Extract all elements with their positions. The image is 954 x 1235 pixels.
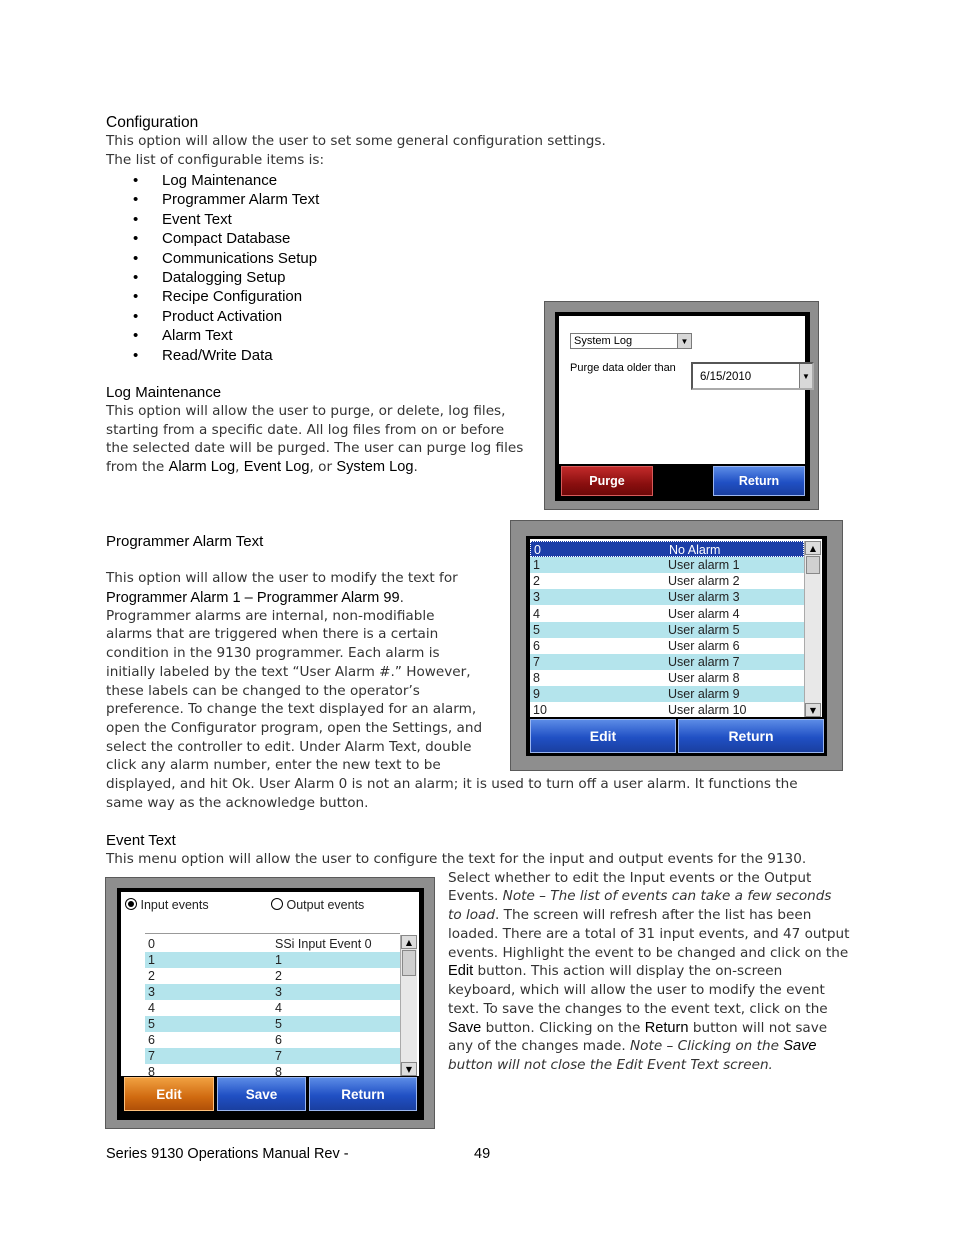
programmer-alarm-line8: preference. To change the text displayed for an alarm, bbox=[106, 701, 477, 717]
return-button[interactable]: Return bbox=[309, 1077, 417, 1111]
event-text-r11: button will not close the Edit Event Text screen. bbox=[448, 1057, 773, 1073]
event-list bbox=[145, 933, 400, 1077]
log-type-dropdown[interactable]: System Log ▼ bbox=[570, 333, 692, 349]
radio-selected-icon bbox=[125, 898, 137, 910]
event-text-r5: events. Highlight the event to be changed and click on the bbox=[448, 945, 849, 961]
programmer-alarm-line6: initially labeled by the text “User Alarm #.” However, bbox=[106, 664, 471, 680]
list-item: • Read/Write Data bbox=[133, 346, 273, 364]
configuration-intro-line2: The list of configurable items is: bbox=[106, 152, 325, 168]
list-item[interactable]: 8 8 bbox=[148, 1065, 282, 1077]
event-text-r2: Events. Note – The list of events can take a few seconds bbox=[448, 888, 832, 904]
list-item[interactable]: 5 5 bbox=[145, 1016, 400, 1032]
event-text-r7: keyboard, which will allow the user to modify the event bbox=[448, 982, 825, 998]
list-item[interactable]: 10 User alarm 10 bbox=[533, 703, 747, 717]
list-item[interactable]: 6 6 bbox=[148, 1033, 282, 1047]
list-item: • Communications Setup bbox=[133, 249, 318, 267]
list-item: • Programmer Alarm Text bbox=[133, 191, 320, 209]
list-item[interactable]: 8 User alarm 8 bbox=[533, 671, 740, 685]
list-item[interactable]: 9 User alarm 9 bbox=[530, 686, 804, 702]
programmer-alarm-line10: select the controller to edit. Under Alarm Text, double bbox=[106, 739, 472, 755]
list-item: • Log Maintenance bbox=[133, 172, 278, 189]
event-text-line1: This menu option will allow the user to configure the text for the input and output events for the 9130. bbox=[106, 851, 807, 867]
programmer-alarm-line12: displayed, and hit Ok. User Alarm 0 is not an alarm; it is used to turn off a user alarm. It functions the bbox=[106, 776, 798, 792]
scroll-down-icon[interactable]: ▼ bbox=[805, 703, 821, 717]
list-item[interactable]: 3 3 bbox=[145, 984, 400, 1000]
list-item[interactable]: 6 User alarm 6 bbox=[533, 639, 740, 653]
alarm-list bbox=[530, 539, 804, 717]
output-events-radio[interactable]: Output events bbox=[271, 898, 364, 912]
list-item[interactable]: 4 User alarm 4 bbox=[533, 607, 740, 621]
event-text-r6: Edit button. This action will display the on-screen bbox=[448, 963, 783, 979]
log-maintenance-line4: from the Alarm Log, Event Log, or System Log. bbox=[106, 459, 418, 475]
edit-button[interactable]: Edit bbox=[530, 719, 676, 753]
event-text-screenshot bbox=[105, 877, 435, 1129]
list-item[interactable]: 5 User alarm 5 bbox=[530, 622, 804, 638]
save-button[interactable]: Save bbox=[217, 1077, 306, 1111]
event-text-r1: Select whether to edit the Input events or the Output bbox=[448, 870, 812, 886]
list-item[interactable]: 0 No Alarm bbox=[530, 541, 804, 557]
purge-date-field[interactable]: 6/15/2010 ▼ bbox=[691, 362, 814, 390]
programmer-alarm-line3: Programmer alarms are internal, non-modifiable bbox=[106, 608, 435, 624]
event-list-scrollbar[interactable] bbox=[400, 935, 417, 1076]
log-maintenance-line1: This option will allow the user to purge, or delete, log files, bbox=[106, 403, 506, 419]
list-item[interactable]: 7 7 bbox=[145, 1048, 400, 1064]
list-item: • Datalogging Setup bbox=[133, 268, 286, 286]
return-button[interactable]: Return bbox=[678, 719, 824, 753]
list-item[interactable]: 2 2 bbox=[148, 969, 282, 983]
programmer-alarm-line7: these labels can be changed to the operator’s bbox=[106, 683, 420, 699]
input-events-radio[interactable]: Input events bbox=[125, 898, 209, 912]
radio-unselected-icon bbox=[271, 898, 283, 910]
programmer-alarm-line1: This option will allow the user to modify the text for bbox=[106, 570, 458, 586]
event-text-r9: Save button. Clicking on the Return button will not save bbox=[448, 1020, 828, 1036]
list-item: • Recipe Configuration bbox=[133, 288, 303, 306]
event-text-r4: loaded. There are a total of 31 input events, and 47 output bbox=[448, 926, 850, 942]
alarm-list-scrollbar[interactable] bbox=[804, 541, 821, 717]
footer-manual-title: Series 9130 Operations Manual Rev - bbox=[106, 1146, 349, 1162]
return-button[interactable]: Return bbox=[713, 466, 805, 496]
event-text-r10: any of the changes made. Note – Clicking on the Save bbox=[448, 1038, 817, 1054]
scroll-up-icon[interactable]: ▲ bbox=[401, 935, 417, 949]
event-text-r8: text. To save the changes to the event text, click on the bbox=[448, 1001, 828, 1017]
list-item[interactable]: 4 4 bbox=[148, 1001, 282, 1015]
list-item[interactable]: 0 SSi Input Event 0 bbox=[148, 937, 372, 951]
list-item[interactable]: 7 User alarm 7 bbox=[530, 654, 804, 670]
page-number: 49 bbox=[474, 1146, 491, 1162]
purge-data-label: Purge data older than bbox=[570, 362, 676, 374]
list-item[interactable]: 1 User alarm 1 bbox=[530, 557, 804, 573]
list-item: • Compact Database bbox=[133, 230, 291, 248]
programmer-alarm-line4: alarms that are triggered when there is a certain bbox=[106, 626, 439, 642]
list-item[interactable]: 3 User alarm 3 bbox=[530, 589, 804, 605]
log-maintenance-line2: starting from a specific date. All log files from on or before bbox=[106, 422, 505, 438]
log-maintenance-heading: Log Maintenance bbox=[106, 384, 222, 401]
event-text-heading: Event Text bbox=[106, 832, 176, 849]
list-item: • Alarm Text bbox=[133, 327, 233, 345]
programmer-alarm-line11: click any alarm number, enter the new text to be bbox=[106, 757, 441, 773]
programmer-alarm-heading: Programmer Alarm Text bbox=[106, 533, 264, 550]
scroll-down-icon[interactable]: ▼ bbox=[401, 1062, 417, 1076]
log-maintenance-line3: the selected date will be purged. The user can purge log files bbox=[106, 440, 524, 456]
edit-button[interactable]: Edit bbox=[124, 1077, 214, 1111]
programmer-alarm-screenshot bbox=[510, 520, 843, 771]
programmer-alarm-line9: open the Configurator program, open the Settings, and bbox=[106, 720, 483, 736]
list-item[interactable]: 1 1 bbox=[145, 952, 400, 968]
event-text-r3: to load. The screen will refresh after the list has been bbox=[448, 907, 812, 923]
configurable-items-list bbox=[106, 171, 319, 365]
programmer-alarm-line13: same way as the acknowledge button. bbox=[106, 795, 369, 811]
configuration-intro-line1: This option will allow the user to set some general configuration settings. bbox=[106, 133, 606, 149]
purge-button[interactable]: Purge bbox=[561, 466, 653, 496]
programmer-alarm-line2: Programmer Alarm 1 – Programmer Alarm 99. bbox=[106, 590, 404, 606]
configuration-heading: Configuration bbox=[106, 114, 199, 131]
scroll-up-icon[interactable]: ▲ bbox=[805, 541, 821, 555]
list-item: • Event Text bbox=[133, 210, 232, 228]
chevron-down-icon: ▼ bbox=[677, 334, 691, 348]
list-item: • Product Activation bbox=[133, 307, 283, 325]
list-item[interactable]: 2 User alarm 2 bbox=[533, 574, 740, 588]
chevron-down-icon: ▼ bbox=[799, 364, 812, 388]
log-maintenance-screenshot bbox=[544, 301, 819, 510]
programmer-alarm-line5: condition in the 9130 programmer. Each alarm is bbox=[106, 645, 440, 661]
